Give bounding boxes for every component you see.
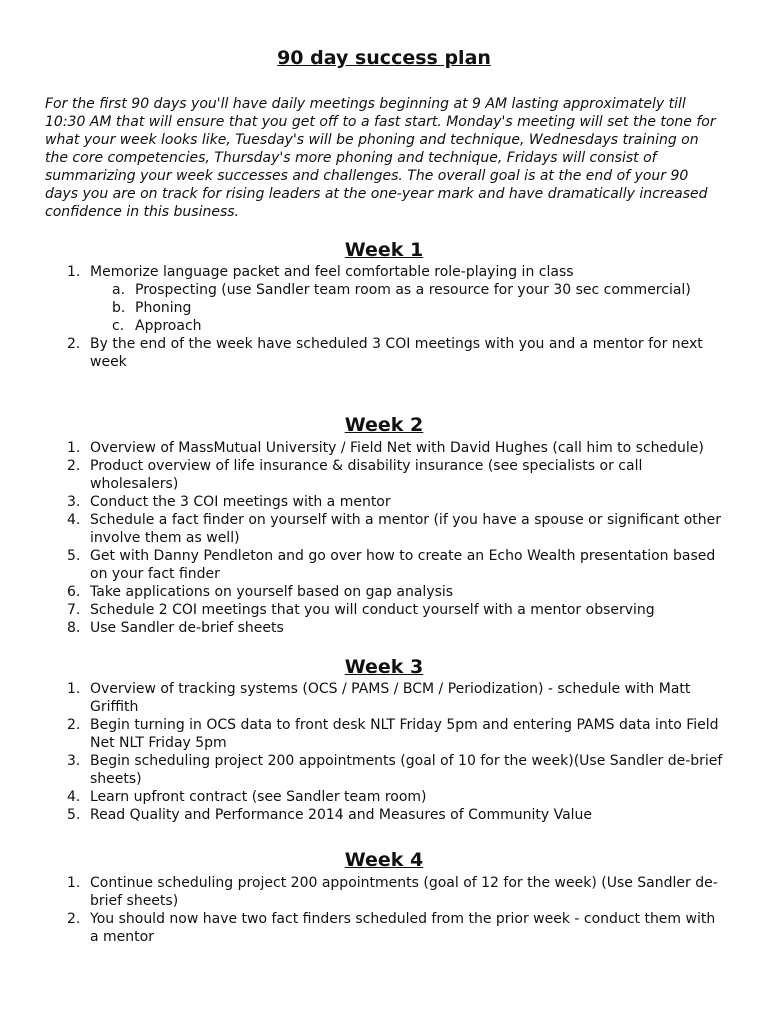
list-item bbox=[45, 680, 725, 716]
list-item bbox=[45, 874, 725, 910]
item-number: 2. bbox=[67, 717, 81, 733]
item-number: 6. bbox=[67, 584, 81, 600]
item-number: 5. bbox=[67, 807, 81, 823]
item-number: 3. bbox=[67, 494, 81, 510]
list-item bbox=[45, 511, 725, 547]
item-text: Product overview of life insurance & disability insurance (see specialists or call wholesalers) bbox=[90, 458, 643, 492]
list-item bbox=[45, 752, 725, 788]
list-item bbox=[45, 335, 725, 371]
item-text: Overview of tracking systems (OCS / PAMS / BCM / Periodization) - schedule with Matt Griffith bbox=[90, 681, 691, 715]
sub-item-text: Approach bbox=[135, 318, 202, 334]
item-text: Overview of MassMutual University / Field Net with David Hughes (call him to schedule) bbox=[90, 440, 704, 456]
item-text: Learn upfront contract (see Sandler team room) bbox=[90, 789, 427, 805]
item-text: Schedule a fact finder on yourself with a mentor (if you have a spouse or significant other involve them as well) bbox=[90, 512, 721, 546]
sub-list-item bbox=[90, 281, 725, 299]
sub-item-letter: c. bbox=[112, 318, 125, 334]
item-text: Memorize language packet and feel comfortable role-playing in class bbox=[90, 264, 574, 280]
item-number: 1. bbox=[67, 440, 81, 456]
intro-paragraph: For the first 90 days you'll have daily meetings beginning at 9 AM lasting approximately till 10:30 AM that will ensure that you get off to a fast start. Monday's meeting will set the tone for what your week looks like, Tuesday's will be phoning and technique, Wednesdays training on the core competencies, Thursday's more phoning and technique, Fridays will consist of summarizing your week successes and challenges. The overall goal is at the end of your 90 days you are on track for rising leaders at the one-year mark and have dramatically increased confidence in this business. bbox=[45, 96, 716, 220]
item-text: Begin scheduling project 200 appointments (goal of 10 for the week)(Use Sandler de-brief sheets) bbox=[90, 753, 723, 787]
list-item bbox=[45, 493, 725, 511]
sub-list-item bbox=[90, 317, 725, 335]
item-number: 1. bbox=[67, 264, 81, 280]
sub-item-text: Phoning bbox=[135, 300, 192, 316]
list-item bbox=[45, 263, 725, 335]
list-item bbox=[45, 547, 725, 583]
list-item bbox=[45, 457, 725, 493]
item-number: 2. bbox=[67, 911, 81, 927]
week-2-heading: Week 2 bbox=[344, 414, 424, 436]
week-2-list bbox=[45, 439, 725, 637]
list-item bbox=[45, 439, 725, 457]
item-text: Use Sandler de-brief sheets bbox=[90, 620, 284, 636]
sub-list bbox=[90, 281, 725, 335]
item-number: 8. bbox=[67, 620, 81, 636]
list-item bbox=[45, 910, 725, 946]
item-number: 5. bbox=[67, 548, 81, 564]
item-number: 2. bbox=[67, 458, 81, 474]
week-3-heading: Week 3 bbox=[344, 656, 424, 678]
item-text: Continue scheduling project 200 appointments (goal of 12 for the week) (Use Sandler de-brief sheets) bbox=[90, 875, 718, 909]
item-number: 2. bbox=[67, 336, 81, 352]
item-text: Begin turning in OCS data to front desk NLT Friday 5pm and entering PAMS data into Field Net NLT Friday 5pm bbox=[90, 717, 719, 751]
week-4-list bbox=[45, 874, 725, 946]
item-number: 4. bbox=[67, 789, 81, 805]
list-item bbox=[45, 788, 725, 806]
list-item bbox=[45, 716, 725, 752]
item-number: 7. bbox=[67, 602, 81, 618]
week-3-list bbox=[45, 680, 725, 824]
item-number: 1. bbox=[67, 875, 81, 891]
item-number: 4. bbox=[67, 512, 81, 528]
list-item bbox=[45, 806, 725, 824]
week-4-heading: Week 4 bbox=[344, 849, 424, 871]
sub-item-letter: b. bbox=[112, 300, 126, 316]
list-item bbox=[45, 583, 725, 601]
item-text: Conduct the 3 COI meetings with a mentor bbox=[90, 494, 391, 510]
sub-list-item bbox=[90, 299, 725, 317]
list-item bbox=[45, 619, 725, 637]
week-1-list bbox=[45, 263, 725, 371]
item-text: Read Quality and Performance 2014 and Measures of Community Value bbox=[90, 807, 593, 823]
item-text: Get with Danny Pendleton and go over how to create an Echo Wealth presentation based on your fact finder bbox=[90, 548, 716, 582]
item-text: Schedule 2 COI meetings that you will conduct yourself with a mentor observing bbox=[90, 602, 655, 618]
item-text: By the end of the week have scheduled 3 COI meetings with you and a mentor for next week bbox=[90, 336, 703, 370]
item-text: Take applications on yourself based on gap analysis bbox=[90, 584, 454, 600]
item-number: 3. bbox=[67, 753, 81, 769]
item-text: You should now have two fact finders scheduled from the prior week - conduct them with a mentor bbox=[90, 911, 716, 945]
document-title: 90 day success plan bbox=[277, 47, 491, 69]
item-number: 1. bbox=[67, 681, 81, 697]
list-item bbox=[45, 601, 725, 619]
week-1-heading: Week 1 bbox=[344, 239, 424, 261]
sub-item-text: Prospecting (use Sandler team room as a resource for your 30 sec commercial) bbox=[135, 282, 691, 298]
sub-item-letter: a. bbox=[112, 282, 126, 298]
